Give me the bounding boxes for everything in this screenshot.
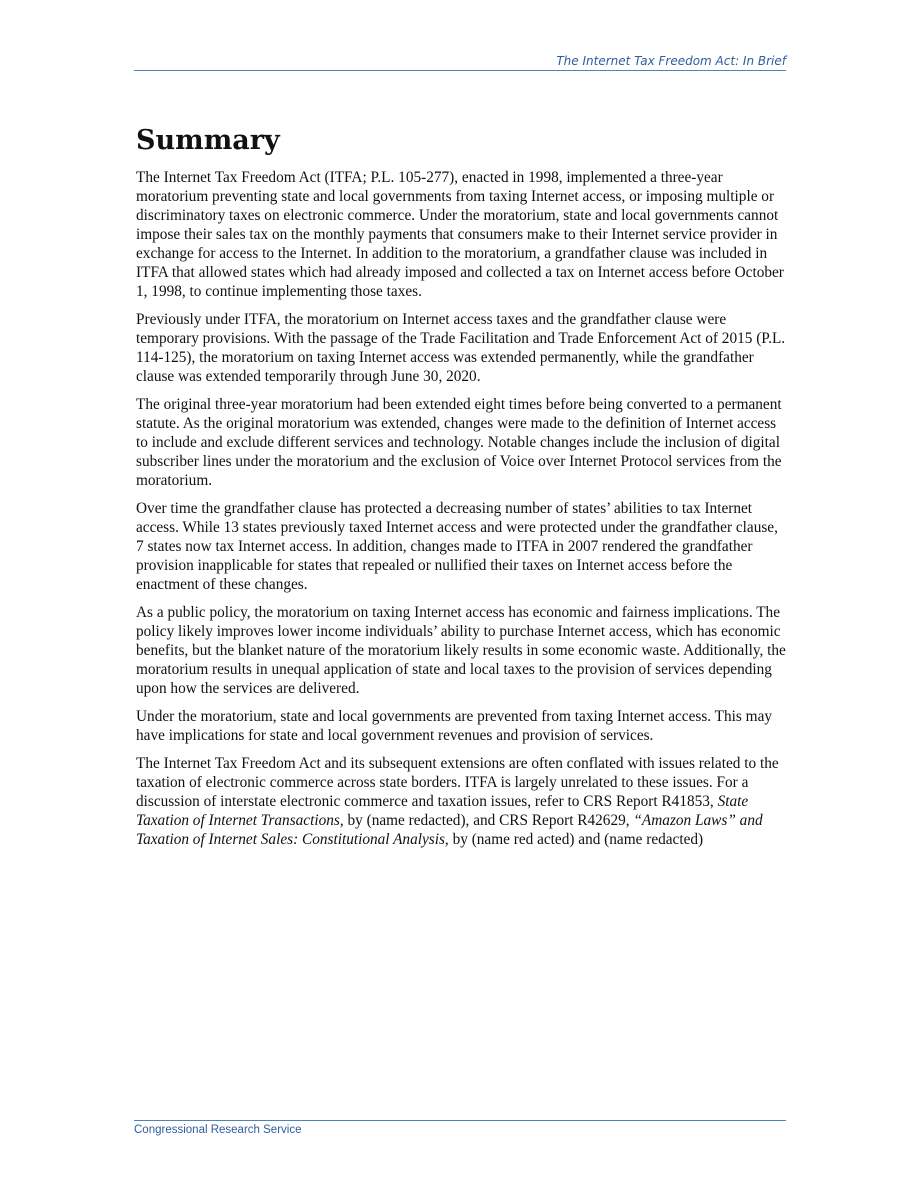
paragraph-7-text-2: , by (name redacted), and CRS Report R42629, — [339, 812, 634, 829]
section-heading: Summary — [136, 125, 280, 156]
running-header — [134, 54, 786, 71]
running-title: The Internet Tax Freedom Act: In Brief — [556, 54, 786, 68]
paragraph-3: The original three-year moratorium had been extended eight times before being converted to a permanent statute. As the original moratorium was extended, changes were made to the definition of Internet access to include and exclude different services and technology. Notable changes include the inclusion of digital subscriber lines under the moratorium and the exclusion of Voice over Internet Protocol services from the moratorium. — [136, 396, 782, 489]
paragraph-5: As a public policy, the moratorium on taxing Internet access has economic and fairness implications. The policy likely improves lower income individuals’ ability to purchase Internet access, which has economic benefits, but the blanket nature of the moratorium likely results in some economic waste. Additionally, the moratorium results in unequal application of state and local taxes to the provision of services depending upon how the services are delivered. — [136, 604, 786, 697]
page-footer — [134, 1120, 786, 1136]
summary-section — [136, 124, 788, 858]
report-r41853-title: State Taxation of Internet Transactions — [136, 793, 749, 829]
paragraph-4: Over time the grandfather clause has protected a decreasing number of states’ abilities to tax Internet access. While 13 states previously taxed Internet access and were protected under the grandfather clause, 7 states now tax Internet access. In addition, changes made to ITFA in 2007 rendered the grandfather provision inapplicable for states that repealed or nullified their taxes on Internet access before the enactment of these changes. — [136, 500, 778, 593]
footer-organization: Congressional Research Service — [134, 1124, 302, 1136]
paragraph-2: Previously under ITFA, the moratorium on Internet access taxes and the grandfather clause were temporary provisions. With the passage of the Trade Facilitation and Trade Enforcement Act of 2015 (P.L. 114-125), the moratorium on taxing Internet access was extended permanently, while the grandfather clause was extended temporarily through June 30, 2020. — [136, 311, 786, 385]
paragraph-1: The Internet Tax Freedom Act (ITFA; P.L. 105-277), enacted in 1998, implemented a three-year moratorium preventing state and local governments from taxing Internet access, or imposing multiple or discriminatory taxes on electronic commerce. Under the moratorium, state and local governments cannot impose their sales tax on the monthly payments that consumers make to their Internet service provider in exchange for access to the Internet. In addition to the moratorium, a grandfather clause was included in ITFA that allowed states which had already imposed and collected a tax on Internet access before October 1, 1998, to continue implementing those taxes. — [136, 169, 784, 300]
paragraph-7-text-3: , by (name red acted) and (name redacted) — [444, 831, 704, 848]
paragraph-7 — [136, 754, 788, 849]
report-r42629-title: “Amazon Laws” and Taxation of Internet Sales: Constitutional Analysis — [136, 812, 763, 848]
paragraph-7-text-1: The Internet Tax Freedom Act and its subsequent extensions are often conflated with issues related to the taxation of electronic commerce across state borders. ITFA is largely unrelated to these issues. For a discussion of interstate electronic commerce and taxation issues, refer to CRS Report R41853, — [136, 755, 779, 810]
paragraph-6: Under the moratorium, state and local governments are prevented from taxing Internet access. This may have implications for state and local government revenues and provision of services. — [136, 708, 773, 744]
